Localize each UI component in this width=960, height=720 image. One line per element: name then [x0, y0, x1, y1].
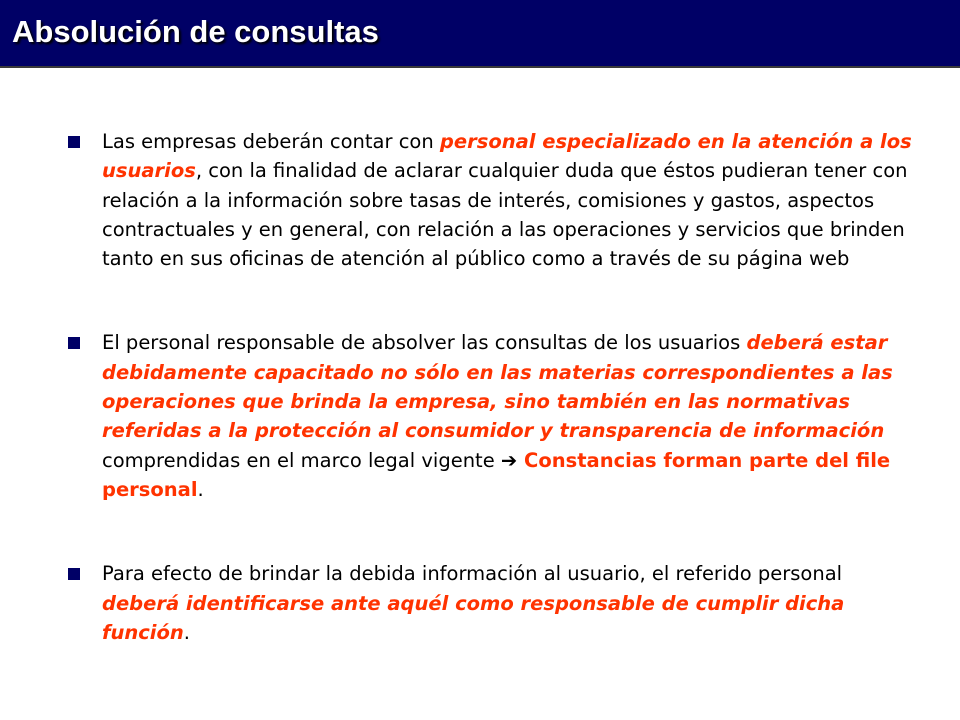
right-arrow-icon: ➔	[500, 448, 518, 472]
square-bullet-icon	[68, 136, 80, 148]
bullet-text: El personal responsable de absolver las consultas de los usuarios deberá estar debidamente capacitado no sólo en las materias correspondientes a las operaciones que brinda la empresa, sino también en las normativas referidas a la protección al consumidor y transparencia de información comprendidas en el marco legal vigente ➔ Constancias forman parte del file personal.	[102, 331, 893, 501]
square-bullet-icon	[68, 568, 80, 580]
bullet-item-3	[62, 559, 922, 647]
highlight-text: personal especializado en la atención a los usuarios	[102, 130, 912, 183]
title-bar	[0, 0, 960, 68]
bullet-text: Para efecto de brindar la debida información al usuario, el referido personal deberá identificarse ante aquél como responsable de cumplir dicha función.	[102, 562, 845, 644]
square-bullet-icon	[68, 337, 80, 349]
slide-title: Absolución de consultas	[12, 14, 379, 49]
highlight-text: deberá identificarse ante aquél como responsable de cumplir dicha función	[102, 591, 845, 644]
highlight-text: deberá estar debidamente capacitado no sólo en las materias correspondientes a las operaciones que brinda la empresa, sino también en las normativas referidas a la protección al consumidor y transparencia de información	[102, 331, 893, 443]
highlight-text: Constancias forman parte del file personal	[102, 448, 891, 501]
bullet-item-1	[62, 127, 922, 273]
bullet-item-2	[62, 328, 922, 504]
slide-content	[62, 127, 922, 702]
bullet-text: Las empresas deberán contar con personal especializado en la atención a los usuarios, con la finalidad de aclarar cualquier duda que éstos pudieran tener con relación a la información sobre tasas de interés, comisiones y gastos, aspectos contractuales y en general, con relación a las operaciones y servicios que brinden tanto en sus oficinas de atención al público como a través de su página web	[102, 130, 912, 271]
